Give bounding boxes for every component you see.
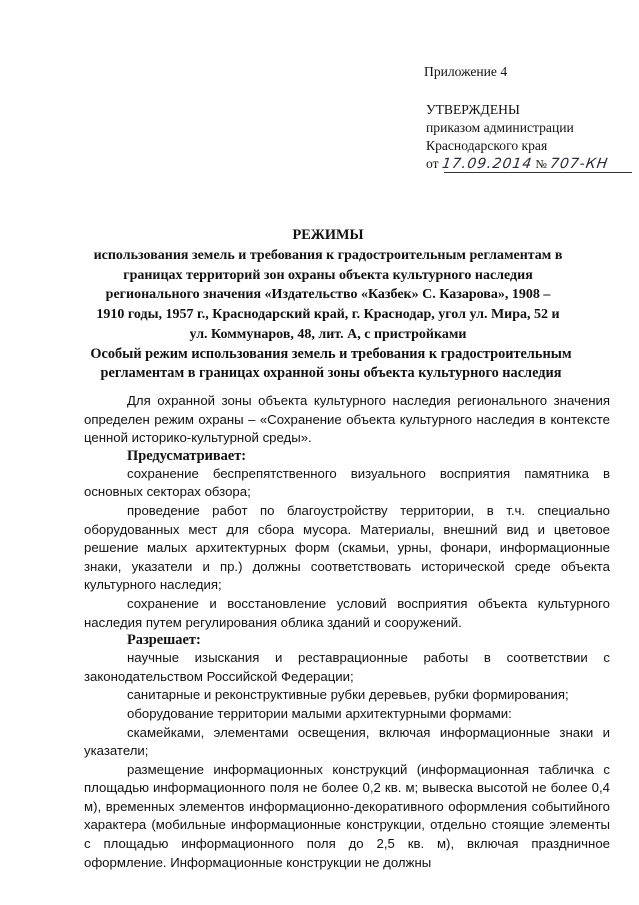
date-prefix: от	[426, 156, 439, 171]
approved-label: УТВЕРЖДЕНЫ	[426, 102, 520, 117]
allows-item: оборудование территории малыми архитектурными формами:	[127, 705, 512, 721]
section-title-line: регламентам в границах охранной зоны объекта культурного наследия	[100, 365, 562, 381]
document-body	[84, 392, 610, 872]
provides-heading: Предусматривает:	[127, 447, 247, 464]
approved-by-line1: приказом администрации	[426, 120, 574, 135]
title-subtitle-line: использования земель и требования к градостроительным регламентам в	[93, 247, 563, 263]
section-title-line: Особый режим использования земель и требования к градостроительным	[90, 346, 572, 362]
intro-paragraph: Для охранной зоны объекта культурного наследия регионального значения определен режим охраны – «Сохранение объекта культурного наследия в контексте ценной историко-культурной среды».	[84, 393, 610, 446]
title-main: РЕЖИМЫ	[292, 227, 364, 243]
date-number-line	[426, 155, 609, 173]
allows-item: скамейками, элементами освещения, включая информационные знаки и указатели;	[84, 724, 610, 759]
number-sign: №	[535, 157, 547, 171]
title-subtitle-line: ул. Коммунаров, 48, лит. А, с пристройками	[189, 326, 467, 342]
section-title	[76, 345, 586, 383]
provides-item: сохранение беспрепятственного визуального восприятия памятника в основных секторах обзора;	[84, 465, 610, 500]
approval-block	[426, 101, 609, 173]
handwritten-date: 17.09.2014	[440, 156, 534, 172]
date-underline	[444, 172, 632, 173]
allows-item: санитарные и реконструктивные рубки деревьев, рубки формирования;	[127, 687, 569, 703]
allows-item: размещение информационных конструкций (информационная табличка с площадью информационного поля не более 0,2 кв. м; вывеска высотой не более 0,4 м), временных элементов информационно-декоративного оформления событийного характера (мобильные информационные конструкции, отдельно стоящие элементы с площадью информационного поля до 2,5 кв. м), включая праздничное оформление. Информационные конструкции не должны	[84, 761, 610, 870]
title-subtitle-line: регионального значения «Издательство «Казбек» С. Казарова», 1908 –	[105, 287, 551, 303]
document-title	[68, 226, 588, 345]
title-subtitle-line: границах территорий зон охраны объекта культурного наследия	[123, 267, 533, 283]
provides-item: сохранение и восстановление условий восприятия объекта культурного наследия путем регулирования облика зданий и сооружений.	[84, 595, 610, 630]
allows-heading: Разрешает:	[127, 632, 201, 649]
handwritten-number: 707-КН	[549, 156, 610, 172]
allows-item: научные изыскания и реставрационные работы в соответствии с законодательством Российской Федерации;	[84, 650, 610, 684]
appendix-label: Приложение 4	[424, 64, 508, 79]
approved-by-line2: Краснодарского края	[426, 138, 548, 153]
title-subtitle-line: 1910 годы, 1957 г., Краснодарский край, г. Краснодар, угол ул. Мира, 52 и	[96, 307, 560, 323]
provides-item: проведение работ по благоустройству территории, в т.ч. специально оборудованных мест для сбора мусора. Материалы, внешний вид и цветовое решение малых архитектурных форм (скамьи, урны, фонари, информационные знаки, указатели и пр.) должны соответствовать исторической среде объекта культурного наследия;	[84, 502, 610, 593]
